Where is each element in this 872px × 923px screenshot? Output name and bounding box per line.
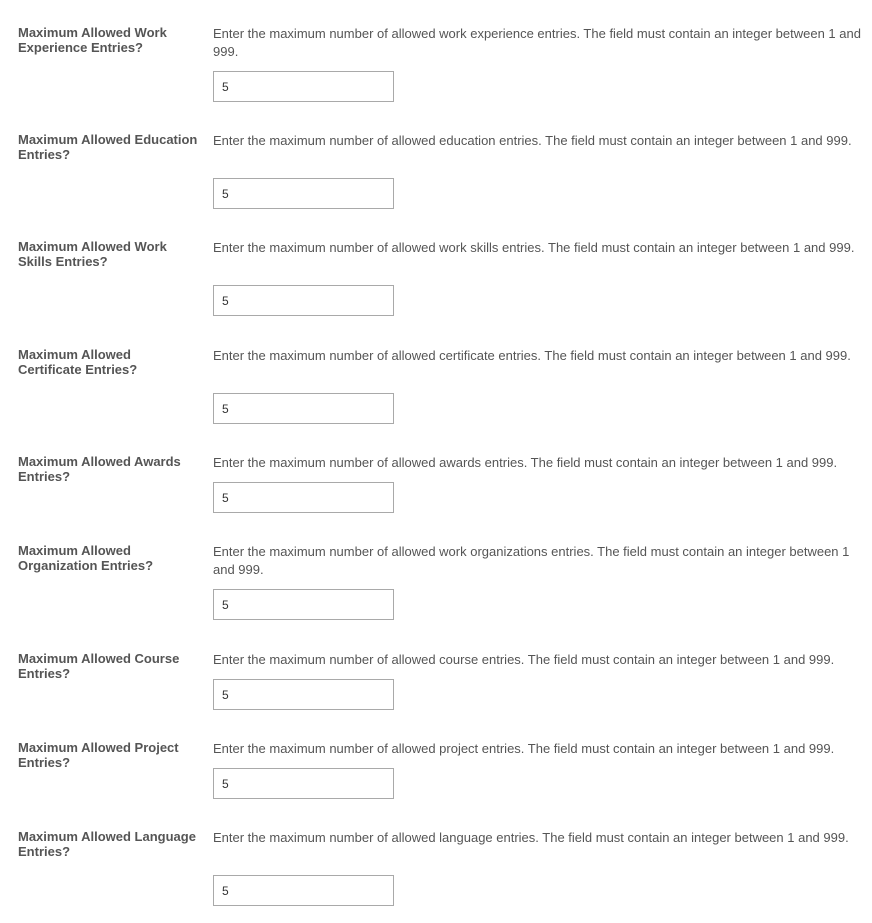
setting-label: Maximum Allowed Project Entries? bbox=[18, 740, 179, 770]
setting-label: Maximum Allowed Work Skills Entries? bbox=[18, 239, 167, 269]
setting-label: Maximum Allowed Work Experience Entries? bbox=[18, 25, 167, 55]
setting-label: Maximum Allowed Language Entries? bbox=[18, 829, 196, 859]
setting-label: Maximum Allowed Course Entries? bbox=[18, 651, 180, 681]
max-course-input[interactable] bbox=[213, 679, 394, 710]
max-awards-input[interactable] bbox=[213, 482, 394, 513]
max-certificate-input[interactable] bbox=[213, 393, 394, 424]
setting-label: Maximum Allowed Organization Entries? bbox=[18, 543, 154, 573]
setting-description: Enter the maximum number of allowed work experience entries. The field must contain an integer between 1 and 999. bbox=[213, 26, 861, 59]
max-work-experience-input[interactable] bbox=[213, 71, 394, 102]
setting-description: Enter the maximum number of allowed course entries. The field must contain an integer between 1 and 999. bbox=[213, 652, 835, 667]
setting-description: Enter the maximum number of allowed education entries. The field must contain an integer between 1 and 999. bbox=[213, 133, 852, 148]
setting-description: Enter the maximum number of allowed work organizations entries. The field must contain an integer between 1 and 999. bbox=[213, 544, 850, 577]
max-project-input[interactable] bbox=[213, 768, 394, 799]
setting-description: Enter the maximum number of allowed work skills entries. The field must contain an integer between 1 and 999. bbox=[213, 240, 855, 255]
setting-label: Maximum Allowed Education Entries? bbox=[18, 132, 198, 162]
max-organization-input[interactable] bbox=[213, 589, 394, 620]
max-language-input[interactable] bbox=[213, 875, 394, 906]
setting-description: Enter the maximum number of allowed certificate entries. The field must contain an integer between 1 and 999. bbox=[213, 348, 851, 363]
setting-label: Maximum Allowed Certificate Entries? bbox=[18, 347, 138, 377]
setting-description: Enter the maximum number of allowed language entries. The field must contain an integer between 1 and 999. bbox=[213, 830, 849, 845]
setting-label: Maximum Allowed Awards Entries? bbox=[18, 454, 181, 484]
max-education-input[interactable] bbox=[213, 178, 394, 209]
setting-description: Enter the maximum number of allowed project entries. The field must contain an integer between 1 and 999. bbox=[213, 741, 835, 756]
max-work-skills-input[interactable] bbox=[213, 285, 394, 316]
setting-description: Enter the maximum number of allowed awards entries. The field must contain an integer between 1 and 999. bbox=[213, 455, 838, 470]
